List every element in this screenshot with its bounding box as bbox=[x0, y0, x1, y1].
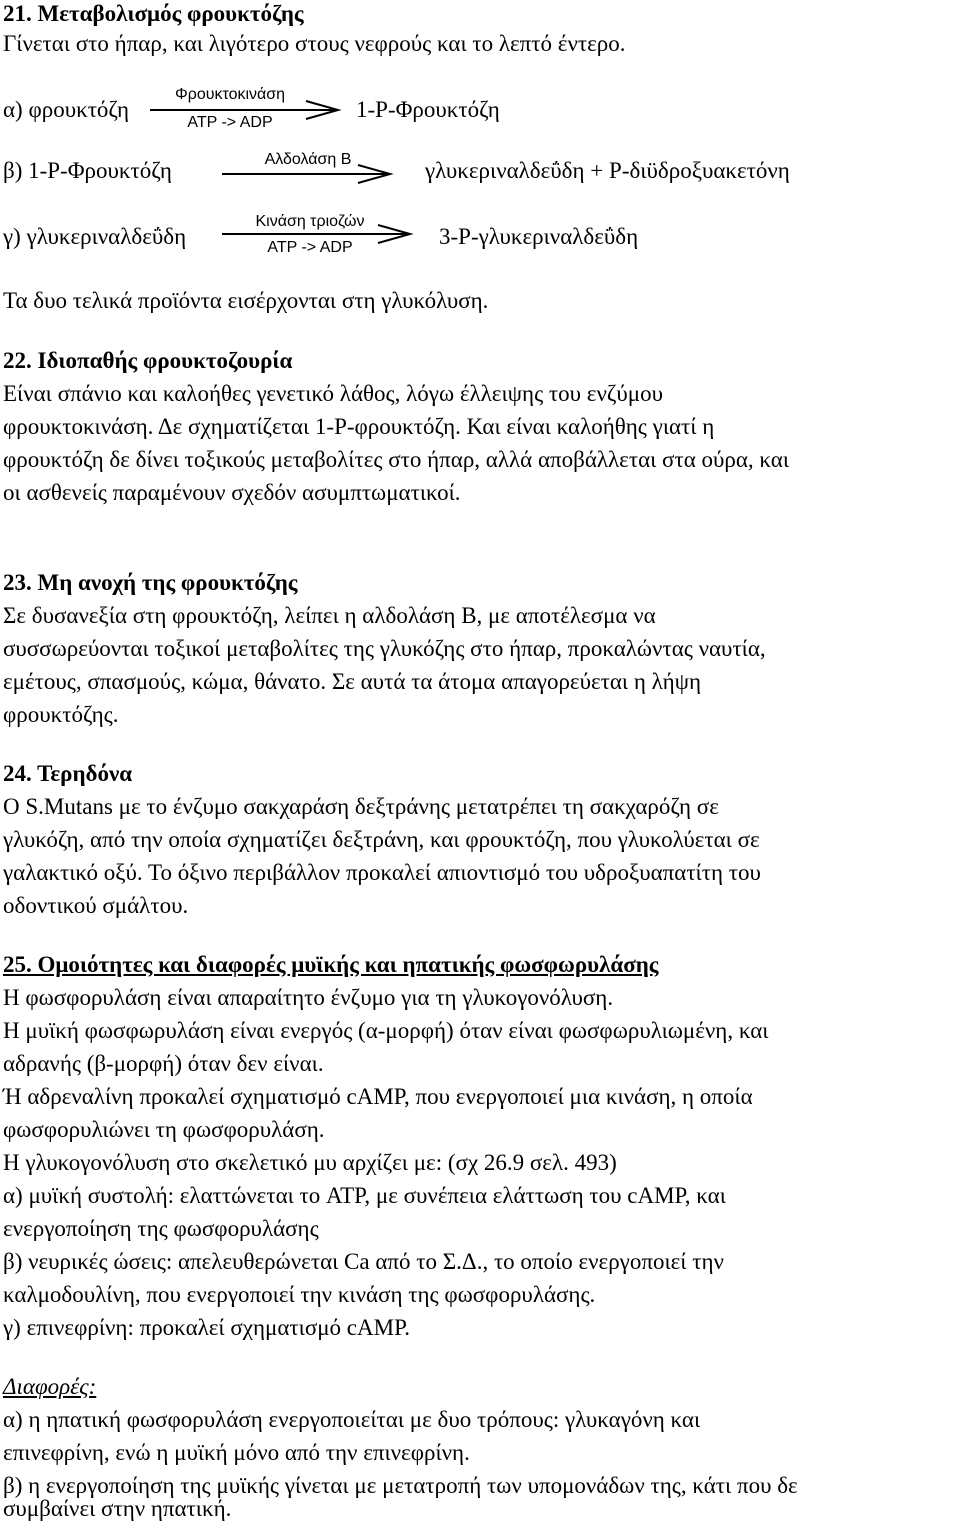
section-24-title: 24. Τερηδόνα bbox=[3, 761, 133, 786]
differences-line: επινεφρίνη, ενώ η μυϊκή μόνο από την επινεφρίνη. bbox=[3, 1440, 470, 1465]
section-22-line: φρουκτοκινάση. Δε σχηματίζεται 1-Ρ-φρουκτόζη. Και είναι καλοήθης γιατί η bbox=[3, 414, 715, 439]
section-25-line: Ή αδρεναλίνη προκαλεί σχηματισμό cAMP, που ενεργοποιεί μια κινάση, η οποία bbox=[3, 1084, 753, 1109]
section-21-title: 21. Μεταβολισμός φρουκτόζης bbox=[3, 1, 304, 26]
reaction-c-cofactor: ATP -> ADP bbox=[267, 239, 353, 256]
section-22-line: οι ασθενείς παραμένουν σχεδόν ασυμπτωματικοί. bbox=[3, 480, 461, 505]
section-25-line: φωσφορυλιώνει τη φωσφορυλάση. bbox=[3, 1117, 325, 1142]
reaction-a-enzyme: Φρουκτοκινάση bbox=[174, 86, 286, 103]
differences-line: β) η ενεργοποίηση της μυϊκής γίνεται με μετατροπή των υπομονάδων της, κάτι που δε bbox=[3, 1473, 798, 1498]
section-25-line: α) μυϊκή συστολή: ελαττώνεται το ATP, με συνέπεια ελάττωση του cAMP, και bbox=[3, 1183, 726, 1208]
section-23-line: Σε δυσανεξία στη φρουκτόζη, λείπει η αλδολάση Β, με αποτέλεσμα να bbox=[3, 603, 656, 628]
section-25-line: Η φωσφορυλάση είναι απαραίτητο ένζυμο για τη γλυκογονόλυση. bbox=[3, 985, 614, 1010]
reaction-c-enzyme: Κινάση τριοζών bbox=[255, 213, 365, 230]
section-25-line: Η μυϊκή φωσφωρυλάση είναι ενεργός (α-μορφή) όταν είναι φωσφωρυλιωμένη, και bbox=[3, 1018, 769, 1043]
section-25-title: 25. Ομοιότητες και διαφορές μυϊκής και ηπατικής φωσφωρυλάσης bbox=[3, 952, 659, 977]
reaction-b-product: γλυκεριναλδεΰδη + Ρ-διϋδροξυακετόνη bbox=[425, 158, 790, 183]
reaction-b-arrow bbox=[222, 164, 392, 184]
section-21-intro: Γίνεται στο ήπαρ, και λιγότερο στους νεφρούς και το λεπτό έντερο. bbox=[3, 31, 626, 56]
section-25-line: Η γλυκογονόλυση στο σκελετικό μυ αρχίζει με: (σχ 26.9 σελ. 493) bbox=[3, 1150, 617, 1175]
section-25-line: αδρανής (β-μορφή) όταν δεν είναι. bbox=[3, 1051, 324, 1076]
section-22-line: Είναι σπάνιο και καλοήθες γενετικό λάθος, λόγω έλλειψης του ενζύμου bbox=[3, 381, 663, 406]
section-25-line: καλμοδουλίνη, που ενεργοποιεί την κινάση της φωσφορυλάσης. bbox=[3, 1282, 596, 1307]
section-21-conclusion: Τα δυο τελικά προϊόντα εισέρχονται στη γλυκόλυση. bbox=[3, 288, 489, 313]
section-24-line: γαλακτικό οξύ. Το όξινο περιβάλλον προκαλεί απιοντισμό του υδροξυαπατίτη του bbox=[3, 860, 761, 885]
reaction-a-product: 1-Ρ-Φρουκτόζη bbox=[356, 97, 500, 122]
differences-line: α) η ηπατική φωσφορυλάση ενεργοποιείται με δυο τρόπους: γλυκαγόνη και bbox=[3, 1407, 701, 1432]
reaction-b-substrate: β) 1-Ρ-Φρουκτόζη bbox=[3, 158, 172, 183]
section-23-line: συσσωρεύονται τοξικοί μεταβολίτες της γλυκόζης στο ήπαρ, προκαλώντας ναυτία, bbox=[3, 636, 766, 661]
section-22-title: 22. Ιδιοπαθής φρουκτοζουρία bbox=[3, 348, 293, 373]
reaction-a-cofactor: ATP -> ADP bbox=[187, 114, 273, 131]
reaction-b-enzyme: Αλδολάση Β bbox=[264, 151, 352, 168]
section-25-line: γ) επινεφρίνη: προκαλεί σχηματισμό cAMP. bbox=[3, 1315, 411, 1340]
section-25-line: β) νευρικές ώσεις: απελευθερώνεται Ca από το Σ.Δ., το οποίο ενεργοποιεί την bbox=[3, 1249, 724, 1274]
reaction-c-substrate: γ) γλυκεριναλδεΰδη bbox=[3, 224, 187, 249]
section-22-line: φρουκτόζη δε δίνει τοξικούς μεταβολίτες στο ήπαρ, αλλά αποβάλλεται στα ούρα, και bbox=[3, 447, 790, 472]
section-23-line: φρουκτόζης. bbox=[3, 702, 119, 727]
section-23-title: 23. Μη ανοχή της φρουκτόζης bbox=[3, 570, 298, 595]
section-24-line: Ο S.Mutans με το ένζυμο σακχαράση δεξτράνης μετατρέπει τη σακχαρόζη σε bbox=[3, 794, 719, 819]
reaction-a-substrate: α) φρουκτόζη bbox=[3, 97, 130, 122]
section-24-line: οδοντικού σμάλτου. bbox=[3, 893, 189, 918]
differences-heading: Διαφορές: bbox=[3, 1374, 97, 1399]
section-25-line: ενεργοποίηση της φωσφορυλάσης bbox=[3, 1216, 319, 1241]
section-23-line: εμέτους, σπασμούς, κώμα, θάνατο. Σε αυτά τα άτομα απαγορεύεται η λήψη bbox=[3, 669, 702, 694]
section-24-line: γλυκόζη, από την οποία σχηματίζει δεξτράνη, και φρουκτόζη, που γλυκολύεται σε bbox=[3, 827, 760, 852]
reaction-c-product: 3-Ρ-γλυκεριναλδεΰδη bbox=[439, 224, 639, 249]
differences-line: συμβαίνει στην ηπατική. bbox=[3, 1496, 232, 1521]
